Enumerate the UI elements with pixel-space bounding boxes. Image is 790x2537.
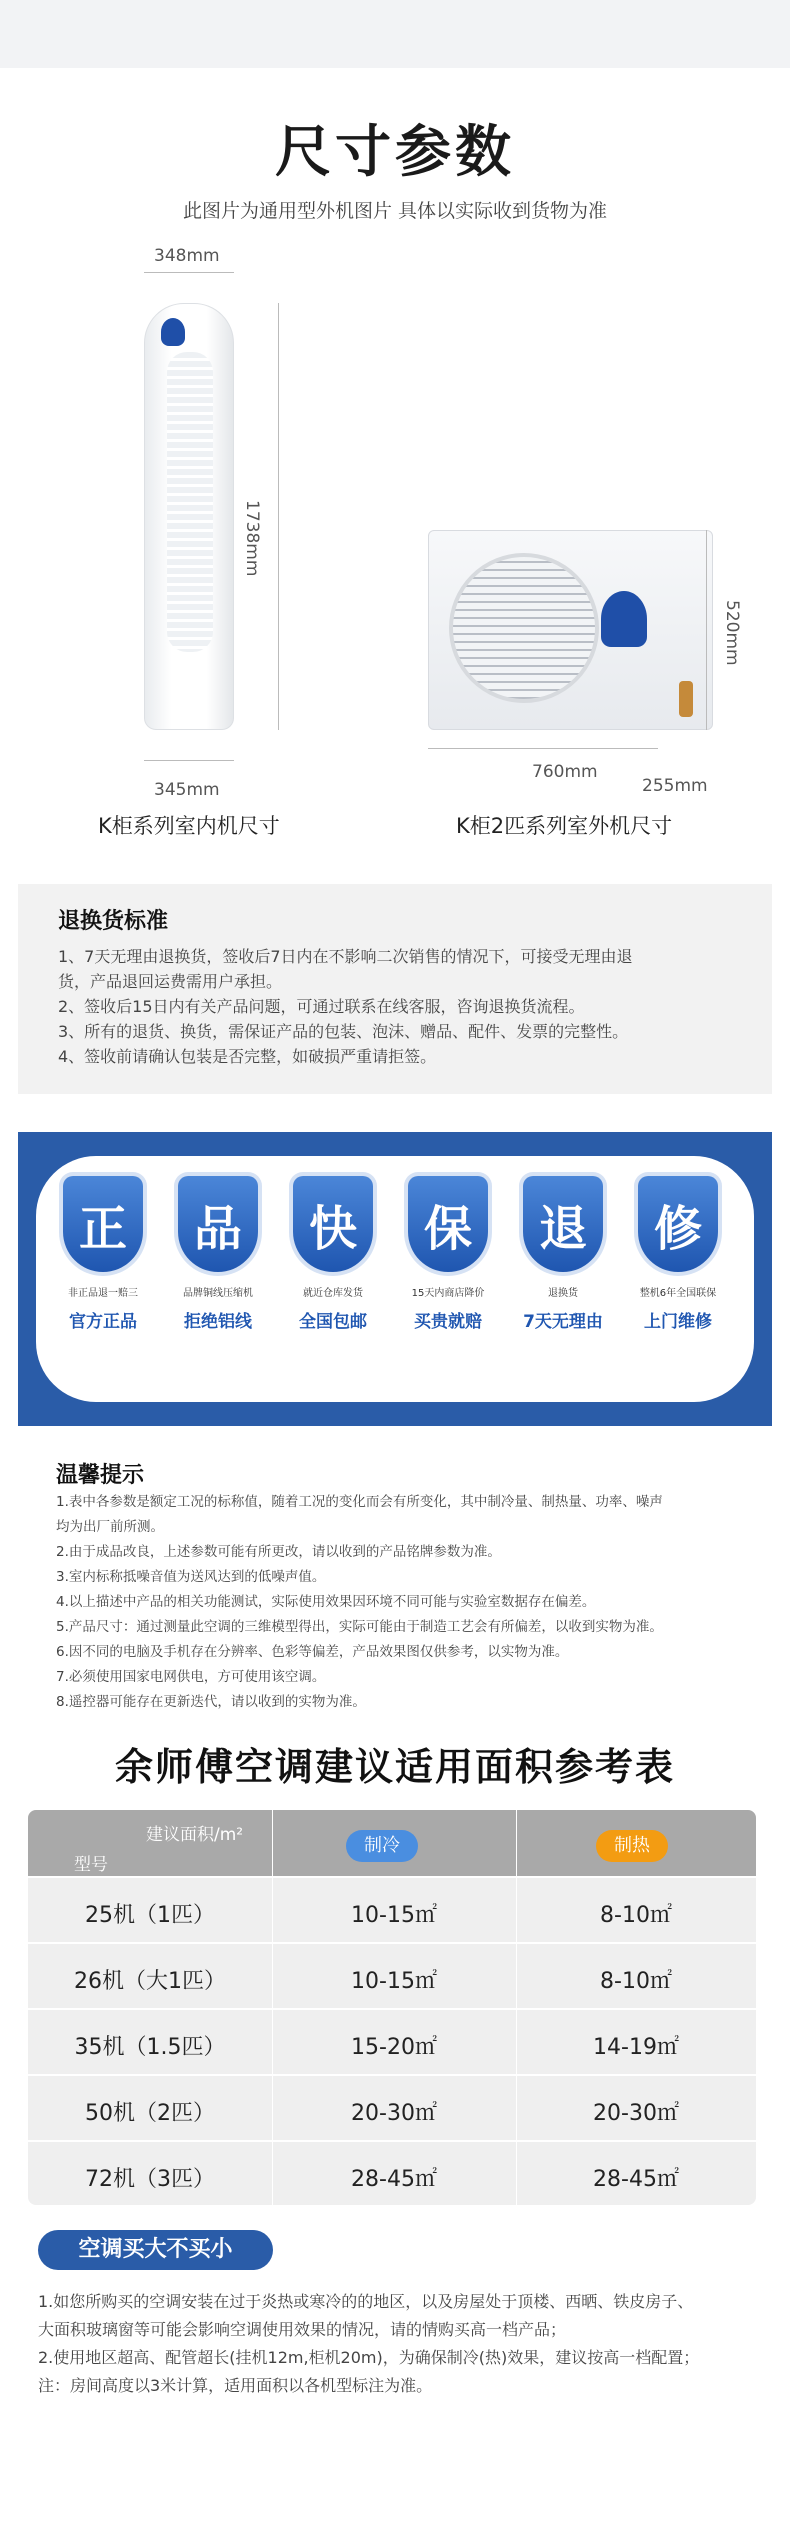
badge-small-text: 就近仓库发货 [303,1288,363,1299]
outdoor-height-label: 520mm [722,600,742,666]
policy-item: 货，产品退回运费需用户承担。 [58,972,283,991]
policy-item: 1、7天无理由退换货，签收后7日内在不影响二次销售的情况下，可接受无理由退 [58,947,633,966]
policy-list [58,944,738,1069]
indoor-unit-image [144,303,234,730]
area-table [28,1810,756,2205]
policy-title: 退换货标准 [58,909,169,934]
badge-shipping [283,1176,383,1332]
tip-item: 3.室内标称抵噪音值为送风达到的低噪声值。 [56,1569,326,1585]
badge-small-text: 退换货 [548,1288,578,1299]
shield-icon: 快 [293,1176,373,1272]
outdoor-unit-image [428,530,713,730]
policy-item: 3、所有的退货、换货，需保证产品的包装、泡沫、赠品、配件、发票的完整性。 [58,1022,629,1041]
badge-big-text: 拒绝铝线 [184,1312,252,1332]
cell-heat: 28-45㎡ [593,2167,679,2192]
cell-cool: 15-20㎡ [351,2035,437,2060]
shield-icon: 保 [408,1176,488,1272]
tip-item: 1.表中各参数是额定工况的标称值，随着工况的变化而会有所变化，其中制冷量、制热量、功率、噪声 [56,1494,663,1510]
guarantee-banner [18,1132,772,1426]
cell-model: 25机（1匹） [85,1903,215,1928]
badge-copper [168,1176,268,1332]
return-policy-panel [18,884,772,1094]
cell-model: 50机（2匹） [85,2101,215,2126]
badge-big-text: 全国包邮 [299,1312,367,1332]
policy-item: 2、签收后15日内有关产品问题，可通过联系在线客服，咨询退换货流程。 [58,997,585,1016]
table-row [28,1942,756,2008]
valve-icon [679,681,693,717]
outdoor-depth-label: 255mm [642,776,708,796]
page-subtitle: 此图片为通用型外机图片 具体以实际收到货物为准 [182,200,608,222]
cell-heat: 8-10㎡ [600,1903,672,1928]
guarantee-inner [36,1156,754,1402]
badge-return [513,1176,613,1332]
indoor-width-top-label: 348mm [154,246,220,266]
note-item: 2.使用地区超高、配管超长(挂机12m,柜机20m)，为确保制冷(热)效果，建议按高一档配置； [38,2348,700,2367]
tip-item: 6.因不同的电脑及手机存在分辨率、色彩等偏差，产品效果图仅供参考，以实物为准。 [56,1644,569,1660]
table-row [28,2074,756,2140]
table-row [28,2140,756,2205]
cell-model: 35机（1.5匹） [74,2035,226,2060]
tip-item: 2.由于成品改良，上述参数可能有所更改，请以收到的产品铭牌参数为准。 [56,1544,501,1560]
tips-list [56,1490,746,1715]
outdoor-width-label: 760mm [532,762,598,782]
badge-small-text: 整机6年全国联保 [639,1288,717,1299]
shield-icon: 修 [638,1176,718,1272]
indoor-caption: K柜系列室内机尺寸 [98,814,280,838]
indoor-width-bottom-line [144,760,234,761]
cool-pill: 制冷 [346,1830,418,1862]
fan-icon [449,553,599,703]
shield-icon: 正 [63,1176,143,1272]
tip-item: 均为出厂前所测。 [56,1519,164,1535]
badge-big-text: 官方正品 [69,1312,137,1332]
header-area-label: 建议面积/m² [146,1825,244,1845]
tip-item: 4.以上描述中产品的相关功能测试，实际使用效果因环境不同可能与实验室数据存在偏差。 [56,1594,596,1610]
cell-heat: 20-30㎡ [593,2101,679,2126]
indoor-height-label: 1738mm [242,500,262,577]
outdoor-height-line [706,530,707,730]
table-header [28,1810,756,1876]
badge-small-text: 非正品退一赔三 [68,1288,138,1299]
badge-big-text: 7天无理由 [523,1312,603,1332]
header-model-label: 型号 [74,1855,108,1875]
shield-icon: 退 [523,1176,603,1272]
tip-item: 7.必须使用国家电网供电，方可使用该空调。 [56,1669,326,1685]
badge-repair [628,1176,728,1332]
cell-heat: 14-19㎡ [593,2035,679,2060]
cell-cool: 10-15㎡ [351,1903,437,1928]
brand-mascot-icon [161,318,185,346]
brand-mascot-icon [601,591,647,647]
shield-icon: 品 [178,1176,258,1272]
indoor-width-bottom-label: 345mm [154,780,220,800]
cell-cool: 28-45㎡ [351,2167,437,2192]
table-row [28,1876,756,1942]
cell-cool: 10-15㎡ [351,1969,437,1994]
badge-big-text: 买贵就赔 [414,1312,482,1332]
badge-authentic [53,1176,153,1332]
cell-model: 72机（3匹） [85,2167,215,2192]
tip-item: 5.产品尺寸：通过测量此空调的三维模型得出，实际可能由于制造工艺会有所偏差，以收到实物为准。 [56,1619,663,1635]
page-title: 尺寸参数 [275,120,515,185]
buy-bigger-tag: 空调买大不买小 [38,2230,273,2270]
indoor-height-line [278,303,279,730]
badge-small-text: 品牌铜线压缩机 [183,1288,253,1299]
tip-item: 8.遥控器可能存在更新迭代，请以收到的实物为准。 [56,1694,366,1710]
cell-model: 26机（大1匹） [74,1969,226,1994]
tips-title: 温馨提示 [56,1463,145,1488]
cell-cool: 20-30㎡ [351,2101,437,2126]
notes-list [38,2288,758,2400]
indoor-grille [167,352,213,652]
policy-item: 4、签收前请确认包装是否完整，如破损严重请拒签。 [58,1047,437,1066]
heat-pill: 制热 [596,1830,668,1862]
outdoor-width-line [428,748,658,749]
area-table-title: 余师傅空调建议适用面积参考表 [114,1745,675,1789]
badge-price [398,1176,498,1332]
indoor-width-top-line [144,272,234,273]
outdoor-caption: K柜2匹系列室外机尺寸 [456,814,673,838]
note-item: 1.如您所购买的空调安装在过于炎热或寒冷的的地区，以及房屋处于顶楼、西晒、铁皮房子、 [38,2292,694,2311]
badge-small-text: 15天内商店降价 [411,1288,485,1299]
note-item: 大面积玻璃窗等可能会影响空调使用效果的情况，请的情购买高一档产品； [38,2320,567,2339]
top-gray-bar [0,0,790,68]
note-item: 注：房间高度以3米计算，适用面积以各机型标注为准。 [38,2376,433,2395]
cell-heat: 8-10㎡ [600,1969,672,1994]
table-row [28,2008,756,2074]
badge-big-text: 上门维修 [644,1312,712,1332]
